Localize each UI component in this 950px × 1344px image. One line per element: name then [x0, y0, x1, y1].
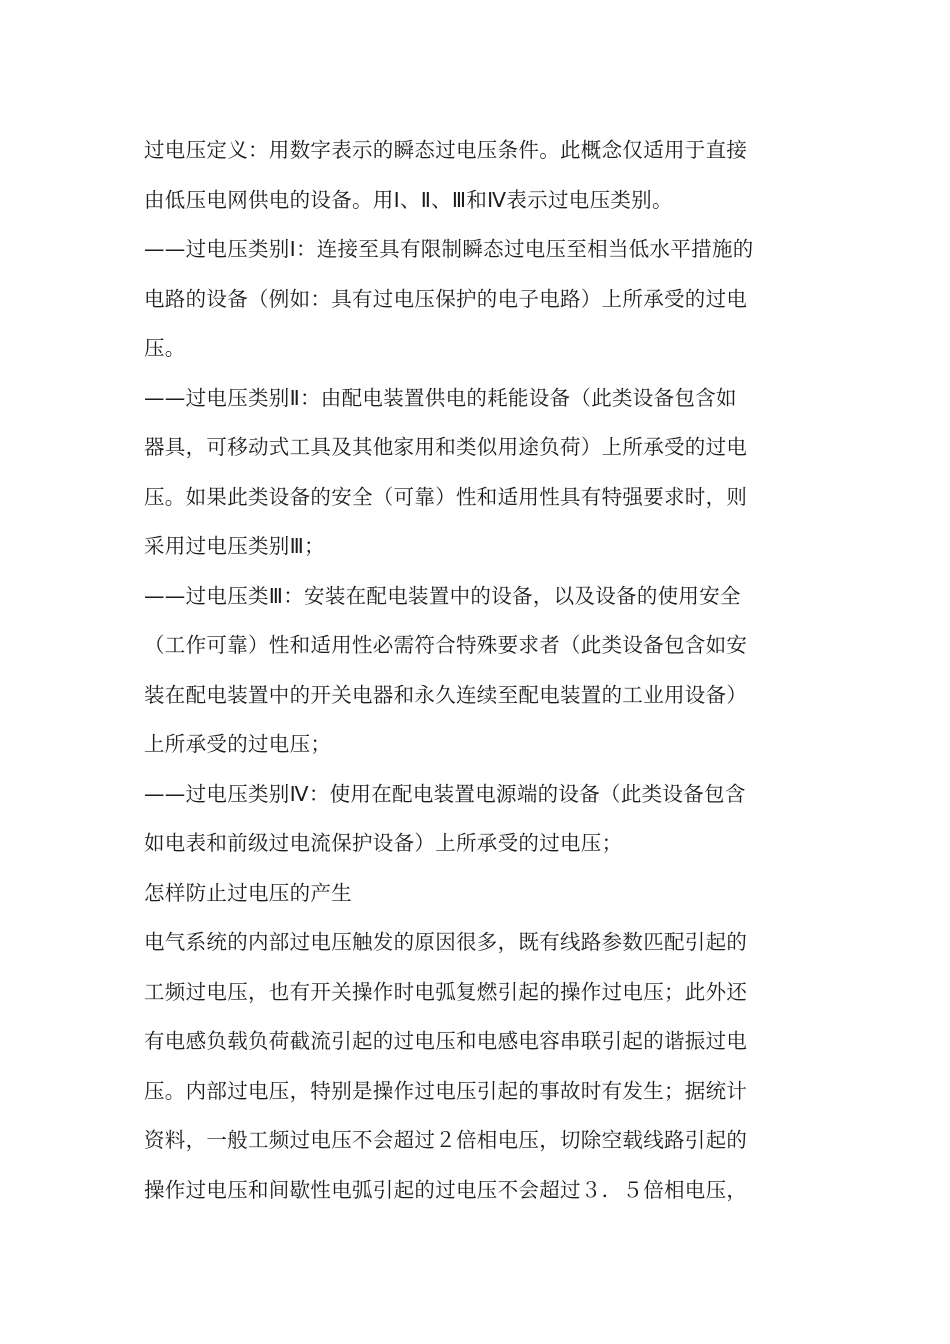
section-heading: 怎样防止过电压的产生	[144, 880, 352, 905]
text-line: 上所承受的过电压；	[144, 732, 332, 756]
text-line: 工频过电压，也有开关操作时电弧复燃引起的操作过电压；此外还	[144, 979, 748, 1004]
text-line: ——过电压类别Ⅱ：由配电装置供电的耗能设备（此类设备包含如	[144, 385, 737, 410]
text-line: ——过电压类别Ⅰ：连接至具有限制瞬态过电压至相当低水平措施的	[144, 237, 754, 261]
document-body	[144, 126, 814, 1215]
text-line: 如电表和前级过电流保护设备）上所承受的过电压；	[144, 831, 623, 855]
text-line: 资料，一般工频过电压不会超过２倍相电压，切除空载线路引起的	[144, 1128, 748, 1152]
text-line: 采用过电压类别Ⅲ；	[144, 534, 325, 558]
text-line: 由低压电网供电的设备。用Ⅰ、Ⅱ、Ⅲ和Ⅳ表示过电压类别。	[144, 187, 673, 212]
text-line: 有电感负载负荷截流引起的过电压和电感电容串联引起的谐振过电	[144, 1029, 748, 1053]
text-line: 压。内部过电压，特别是操作过电压引起的事故时有发生；据统计	[144, 1078, 748, 1103]
text-line: ——过电压类别Ⅳ：使用在配电装置电源端的设备（此类设备包含	[144, 781, 746, 806]
text-line: ——过电压类Ⅲ：安装在配电装置中的设备，以及设备的使用安全	[144, 583, 741, 608]
text-line: （工作可靠）性和适用性必需符合特殊要求者（此类设备包含如安	[144, 633, 748, 657]
text-line: 器具，可移动式工具及其他家用和类似用途负荷）上所承受的过电	[144, 435, 748, 459]
text-line: 电路的设备（例如：具有过电压保护的电子电路）上所承受的过电	[144, 286, 748, 311]
text-line: 操作过电压和间歇性电弧引起的过电压不会超过３．５倍相电压，	[144, 1177, 748, 1202]
text-line: 电气系统的内部过电压触发的原因很多，既有线路参数匹配引起的	[144, 930, 748, 954]
text-line: 过电压定义：用数字表示的瞬态过电压条件。此概念仅适用于直接	[144, 138, 748, 162]
text-line: 装在配电装置中的开关电器和永久连续至配电装置的工业用设备）	[144, 682, 748, 707]
text-line: 压。	[144, 336, 186, 360]
text-line: 压。如果此类设备的安全（可靠）性和适用性具有特强要求时，则	[144, 484, 748, 509]
